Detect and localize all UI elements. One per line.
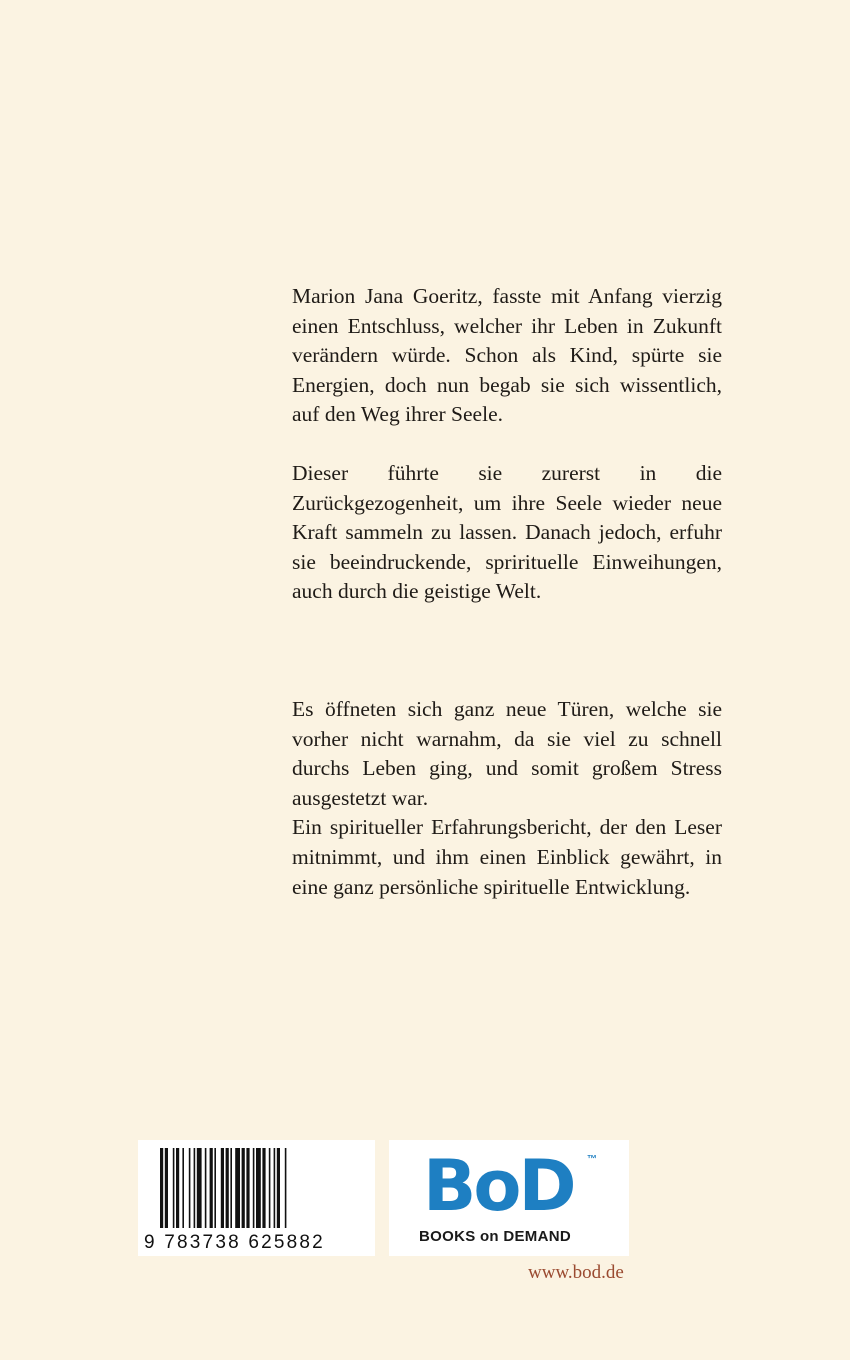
publisher-website[interactable]: www.bod.de (528, 1262, 624, 1283)
barcode-bar (246, 1148, 249, 1228)
back-cover-blurb (292, 282, 722, 902)
barcode-bar (205, 1148, 207, 1228)
barcode-bar (269, 1148, 271, 1228)
barcode-bar (182, 1148, 184, 1228)
barcode-bar (242, 1148, 245, 1228)
barcode-bar (197, 1148, 202, 1228)
barcode-bar (262, 1148, 265, 1228)
blurb-paragraph-1: Marion Jana Goeritz, fasste mit Anfang vierzig einen Entschluss, welcher ihr Leben in Zukunft verändern würde. Schon als Kind, spürte sie Energien, doch nun begab sie sich wissentlich, auf den Weg ihrer Seele. (292, 284, 722, 427)
barcode-bar (176, 1148, 179, 1228)
isbn-barcode (138, 1140, 375, 1256)
barcode-bar (214, 1148, 216, 1228)
barcode-bar (235, 1148, 240, 1228)
publisher-logo (389, 1140, 629, 1256)
bod-logo-mark: BoD (423, 1145, 574, 1227)
barcode-bar (277, 1148, 280, 1228)
barcode-bar (189, 1148, 191, 1228)
barcode-bar (173, 1148, 175, 1228)
blurb-paragraph-2: Dieser führte sie zurerst in die Zurückgezogenheit, um ihre Seele wieder neue Kraft sammeln zu lassen. Danach jedoch, erfuhr sie beeindruckende, sprirituelle Einweihungen, auch durch die geistige Welt. (292, 460, 722, 604)
barcode-bar (274, 1148, 276, 1228)
isbn-digits: 9 783738 625882 (144, 1232, 325, 1253)
blurb-paragraph-4: Ein spiritueller Erfahrungsbericht, der den Leser mitnimmt, und ihm einen Einblick gewährt, in eine ganz persönliche spirituelle Entwicklung. (292, 815, 722, 899)
barcode-bar (230, 1148, 232, 1228)
blurb-paragraph-3: Es öffneten sich ganz neue Türen, welche sie vorher nicht warnahm, da sie viel zu schnell durchs Leben ging, und somit großem Stress ausgestetzt war. (292, 696, 722, 810)
barcode-bar (221, 1148, 224, 1228)
publisher-tagline: BOOKS on DEMAND (419, 1228, 571, 1245)
trademark-symbol: ™ (587, 1154, 597, 1165)
barcode-bar (226, 1148, 229, 1228)
barcode-bar (210, 1148, 213, 1228)
barcode-bar (160, 1148, 163, 1228)
barcode-bar (194, 1148, 196, 1228)
barcode-bar (253, 1148, 255, 1228)
barcode-bar (165, 1148, 168, 1228)
barcode-bar (285, 1148, 287, 1228)
barcode-bar (256, 1148, 261, 1228)
